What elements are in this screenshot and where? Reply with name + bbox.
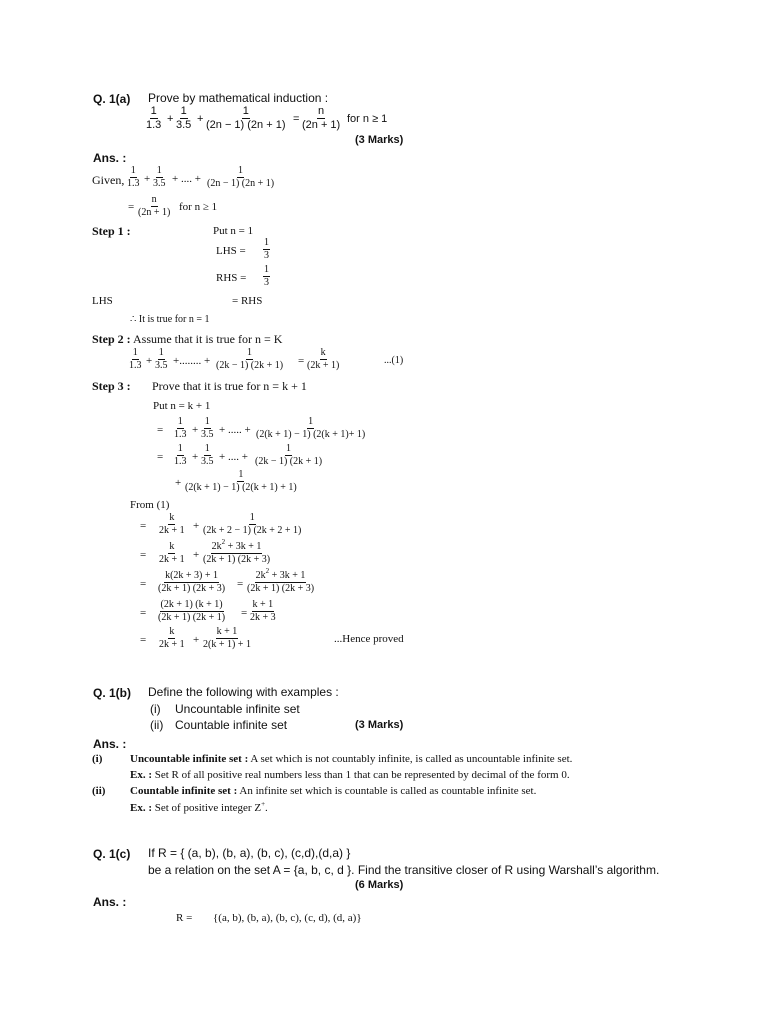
fraction: $\frac{n}{(2n + 1)}$ bbox=[302, 105, 341, 131]
step1-conclusion: ∴ It is true for n = 1 bbox=[130, 314, 210, 325]
fraction: $\frac{k(2k + 3) + 1}{(2k + 1) (2k + 3)}$ bbox=[158, 570, 226, 594]
q1a-label: Q. 1(a) bbox=[93, 92, 131, 106]
relation-set: {(a, b), (b, a), (b, c), (c, d), (d, a)} bbox=[213, 912, 362, 924]
fraction: $\frac{(2k + 1) (k + 1)}{(2k + 1) (2k + 1)}$ bbox=[158, 599, 226, 623]
fraction: $\frac{1}{(2n - 1) (2n + 1)}$ bbox=[207, 165, 275, 189]
fraction: $\frac{1}{(2(k + 1) - 1) (2(k + 1) + 1)}$ bbox=[185, 469, 297, 493]
fraction: $\frac{n}{(2n + 1)}$ bbox=[138, 194, 171, 218]
q1c-line1: If R = { (a, b), (b, a), (b, c), (c,d),(d,a) } bbox=[148, 846, 351, 860]
q1a-ans: Ans. : bbox=[93, 151, 127, 165]
q1b-marks: (3 Marks) bbox=[355, 719, 404, 731]
step3-text: Prove that it is true for n = k + 1 bbox=[152, 379, 307, 393]
fraction: $\frac{1}{3.5}$ bbox=[155, 347, 168, 371]
q1b-prompt: Define the following with examples : bbox=[148, 685, 339, 699]
fraction: $\frac{1}{(2(k + 1) - 1) (2(k + 1)+ 1)}$ bbox=[256, 416, 366, 440]
fraction: $\frac{1}{1.3}$ bbox=[174, 443, 187, 467]
fraction: $\frac{k + 1}{2k + 3}$ bbox=[250, 599, 276, 623]
answer-uncountable: Uncountable infinite set : A set which is not countably infinite, is called as uncountable infinite set. bbox=[130, 753, 573, 765]
answer-countable: Countable infinite set : An infinite set which is countable is called as countable infinite set. bbox=[130, 785, 537, 797]
q1a-prompt: Prove by mathematical induction : bbox=[148, 91, 329, 105]
q1b-label: Q. 1(b) bbox=[93, 686, 131, 700]
q1b-ans: Ans. : bbox=[93, 737, 127, 751]
fraction: $\frac{1}{1.3}$ bbox=[127, 165, 140, 189]
fraction: $\frac{1}{(2k - 1) (2k + 1)}$ bbox=[216, 347, 284, 371]
q1c-ans: Ans. : bbox=[93, 895, 127, 909]
fraction: $\frac{1}{(2k + 2 - 1) (2k + 2 + 1)}$ bbox=[203, 512, 302, 536]
fraction: $\frac{1}{3.5}$ bbox=[153, 165, 166, 189]
fraction: $\frac{1}{3.5}$ bbox=[201, 443, 214, 467]
fraction: $\frac{1}{(2k - 1) (2k + 1)}$ bbox=[255, 443, 323, 467]
q1c-marks: (6 Marks) bbox=[355, 879, 404, 891]
fraction: $\frac{1}{1.3}$ bbox=[174, 416, 187, 440]
fraction: $\frac{1}{3}$ bbox=[264, 264, 269, 288]
fraction: $\frac{1}{3.5}$ bbox=[176, 105, 192, 131]
fraction: $\frac{k + 1}{2(k + 1) + 1}$ bbox=[203, 626, 251, 650]
example-countable: Ex. : Set of positive integer Z+. bbox=[130, 800, 268, 814]
fraction: $\frac{k}{2k + 1}$ bbox=[159, 626, 185, 650]
q1c-label: Q. 1(c) bbox=[93, 847, 131, 861]
fraction: $\frac{k}{2k + 1}$ bbox=[159, 512, 185, 536]
fraction: $\frac{1}{1.3}$ bbox=[129, 347, 142, 371]
fraction: $\frac{2k^2 + 3k + 1}{(2k + 1) (2k + 3)}$ bbox=[247, 567, 315, 594]
q1c-line2: be a relation on the set A = {a, b, c, d }. Find the transitive closer of R using Warshall’s algorithm. bbox=[148, 863, 660, 877]
document-page: Q. 1(a) Prove by mathematical induction : $\frac{1}{1.3}$ + $\frac{1}{3.5}$ + $\frac{1}{(2n - 1) (2n + 1)}$ = $\frac{n}{(2n + 1)}$ for n ≥ 1 (3 Marks) Ans. : Given, $\frac{1}{1.3}$ + $\frac{1}{3.5}$ + .... + $\frac{1}{(2n - 1) (2n + 1)}$ = $\frac{n}{(2n + 1)}$ for n ≥ 1 Step 1 : Put n = 1 LHS = $\frac{1}{3}$ RHS = $\frac{1}{3}$ LHS = RHS ∴ It is true for n = 1 Step 2 : Assume that it is true for n = K $\frac{1}{1.3}$ + $\frac{1}{3.5}$ +........ + $\frac{1}{(2k - 1) (2k + 1)}$ = $\frac{k}{(2k + 1)}$ ...(1) Step 3 : Prove that it is true for n = k + 1 Put n = k + 1 = $\frac{1}{1.3}$ + $\frac{1}{3.5}$ + ..... + $\frac{1}{(2(k + 1) - 1) (2(k + 1)+ 1)}$ = $\frac{1}{1.3}$ + $\frac{1}{3.5}$ + .... + $\frac{1}{(2k - 1) (2k + 1)}$ + $\frac{1}{(2(k + 1) - 1) (2(k + 1) + 1)}$ From (1) = $\frac{k}{2k + 1}$ + $\frac{1}{(2k + 2 - 1) (2k + 2 + 1)}$ = $\frac{k}{2k + 1}$ + $\frac{2k^2 + 3k + 1}{(2k + 1) (2k + 3)}$ = $\frac{k(2k + 3) + 1}{(2k + 1) (2k + 3)}$ = $\frac{2k^2 + 3k + 1}{(2k + 1) (2k + 3)}$ = $\frac{(2k + 1) (k + 1)}{(2k + 1) (2k + 1)}$ = $\frac{k + 1}{2k + 3}$ = $\frac{k}{2k + 1}$ + $\frac{k + 1}{2(k + 1) + 1}$ ...Hence proved Q. 1(b) Define the following with examples : (i) Uncountable infinite set (ii) Countable infinite set (3 Marks) Ans. : (i) Uncountable infinite set : A set which is not countably infinite, is called as uncountable infinite set. Ex. : Set R of all positive real numbers less than 1 that can be represented by decimal of the form 0. (ii) Countable infinite set : An infinite set which is countable is called as countable infinite set. Ex. : Set of positive integer Z+. Q. 1(c) If R = { (a, b), (b, a), (b, c), (c,d),(d,a) } be a relation on the set A = {a, b, c, d }. Find the transitive closer of R using Warshall’s algorithm. (6 Marks) Ans. : R = {(a, b), (b, a), (b, c), (c, d), (d, a)} bbox=[0, 0, 768, 1024]
step3-label: Step 3 : bbox=[92, 379, 131, 393]
example-uncountable: Ex. : Set R of all positive real numbers less than 1 that can be represented by decimal of the form 0. bbox=[130, 769, 570, 781]
fraction: $\frac{1}{1.3}$ bbox=[146, 105, 162, 131]
hence-proved: ...Hence proved bbox=[334, 633, 404, 645]
step1-label: Step 1 : bbox=[92, 224, 131, 238]
fraction: $\frac{1}{(2n - 1) (2n + 1)}$ bbox=[206, 105, 286, 131]
fraction: $\frac{1}{3}$ bbox=[264, 237, 269, 261]
fraction: $\frac{k}{2k + 1}$ bbox=[159, 541, 185, 565]
q1a-marks: (3 Marks) bbox=[355, 134, 404, 146]
fraction: $\frac{2k^2 + 3k + 1}{(2k + 1) (2k + 3)}$ bbox=[203, 538, 271, 565]
fraction: $\frac{1}{3.5}$ bbox=[201, 416, 214, 440]
step2: Step 2 : Assume that it is true for n = K bbox=[92, 332, 283, 346]
fraction: $\frac{k}{(2k + 1)}$ bbox=[307, 347, 340, 371]
step1-put: Put n = 1 bbox=[213, 225, 254, 237]
